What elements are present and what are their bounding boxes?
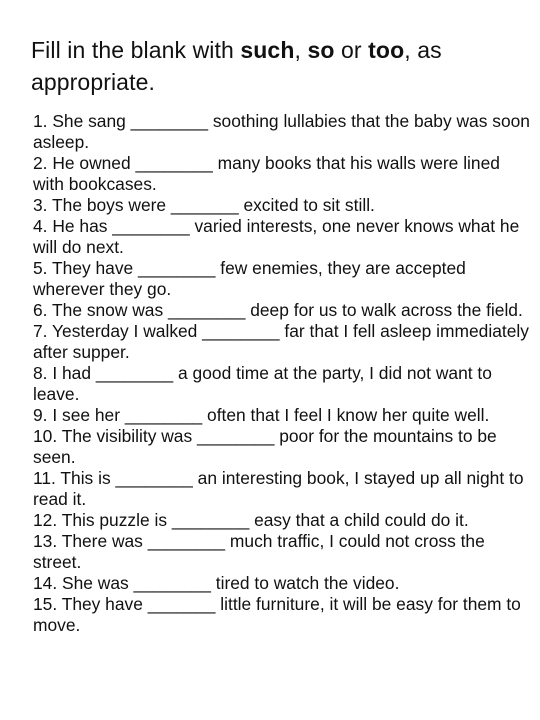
title-separator: or bbox=[334, 37, 369, 63]
title-word-so: so bbox=[307, 37, 335, 63]
question-item: 7. Yesterday I walked ________ far that I fell asleep immediately after supper. bbox=[33, 321, 529, 362]
question-item: 1. She sang ________ soothing lullabies that the baby was soon asleep. bbox=[33, 111, 530, 152]
question-item: 3. The boys were _______ excited to sit still. bbox=[33, 195, 375, 215]
question-item: 8. I had ________ a good time at the party, I did not want to leave. bbox=[33, 363, 492, 404]
question-item: 15. They have _______ little furniture, it will be easy for them to move. bbox=[33, 594, 521, 635]
question-item: 14. She was ________ tired to watch the video. bbox=[33, 573, 400, 593]
instructions-title bbox=[31, 34, 521, 98]
title-separator: , bbox=[294, 37, 308, 63]
title-word-such: such bbox=[240, 37, 295, 63]
question-item: 11. This is ________ an interesting book, I stayed up all night to read it. bbox=[33, 468, 524, 509]
question-item: 10. The visibility was ________ poor for the mountains to be seen. bbox=[33, 426, 497, 467]
question-item: 6. The snow was ________ deep for us to walk across the field. bbox=[33, 300, 523, 320]
question-item: 5. They have ________ few enemies, they are accepted wherever they go. bbox=[33, 258, 466, 299]
question-list bbox=[33, 111, 533, 636]
question-item: 9. I see her ________ often that I feel I know her quite well. bbox=[33, 405, 490, 425]
question-item: 13. There was ________ much traffic, I could not cross the street. bbox=[33, 531, 485, 572]
title-text: , as appropriate. bbox=[31, 37, 442, 95]
question-item: 4. He has ________ varied interests, one never knows what he will do next. bbox=[33, 216, 520, 257]
title-word-too: too bbox=[368, 37, 405, 63]
title-text: Fill in the blank with bbox=[31, 37, 241, 63]
question-item: 2. He owned ________ many books that his walls were lined with bookcases. bbox=[33, 153, 500, 194]
question-item: 12. This puzzle is ________ easy that a child could do it. bbox=[33, 510, 469, 530]
